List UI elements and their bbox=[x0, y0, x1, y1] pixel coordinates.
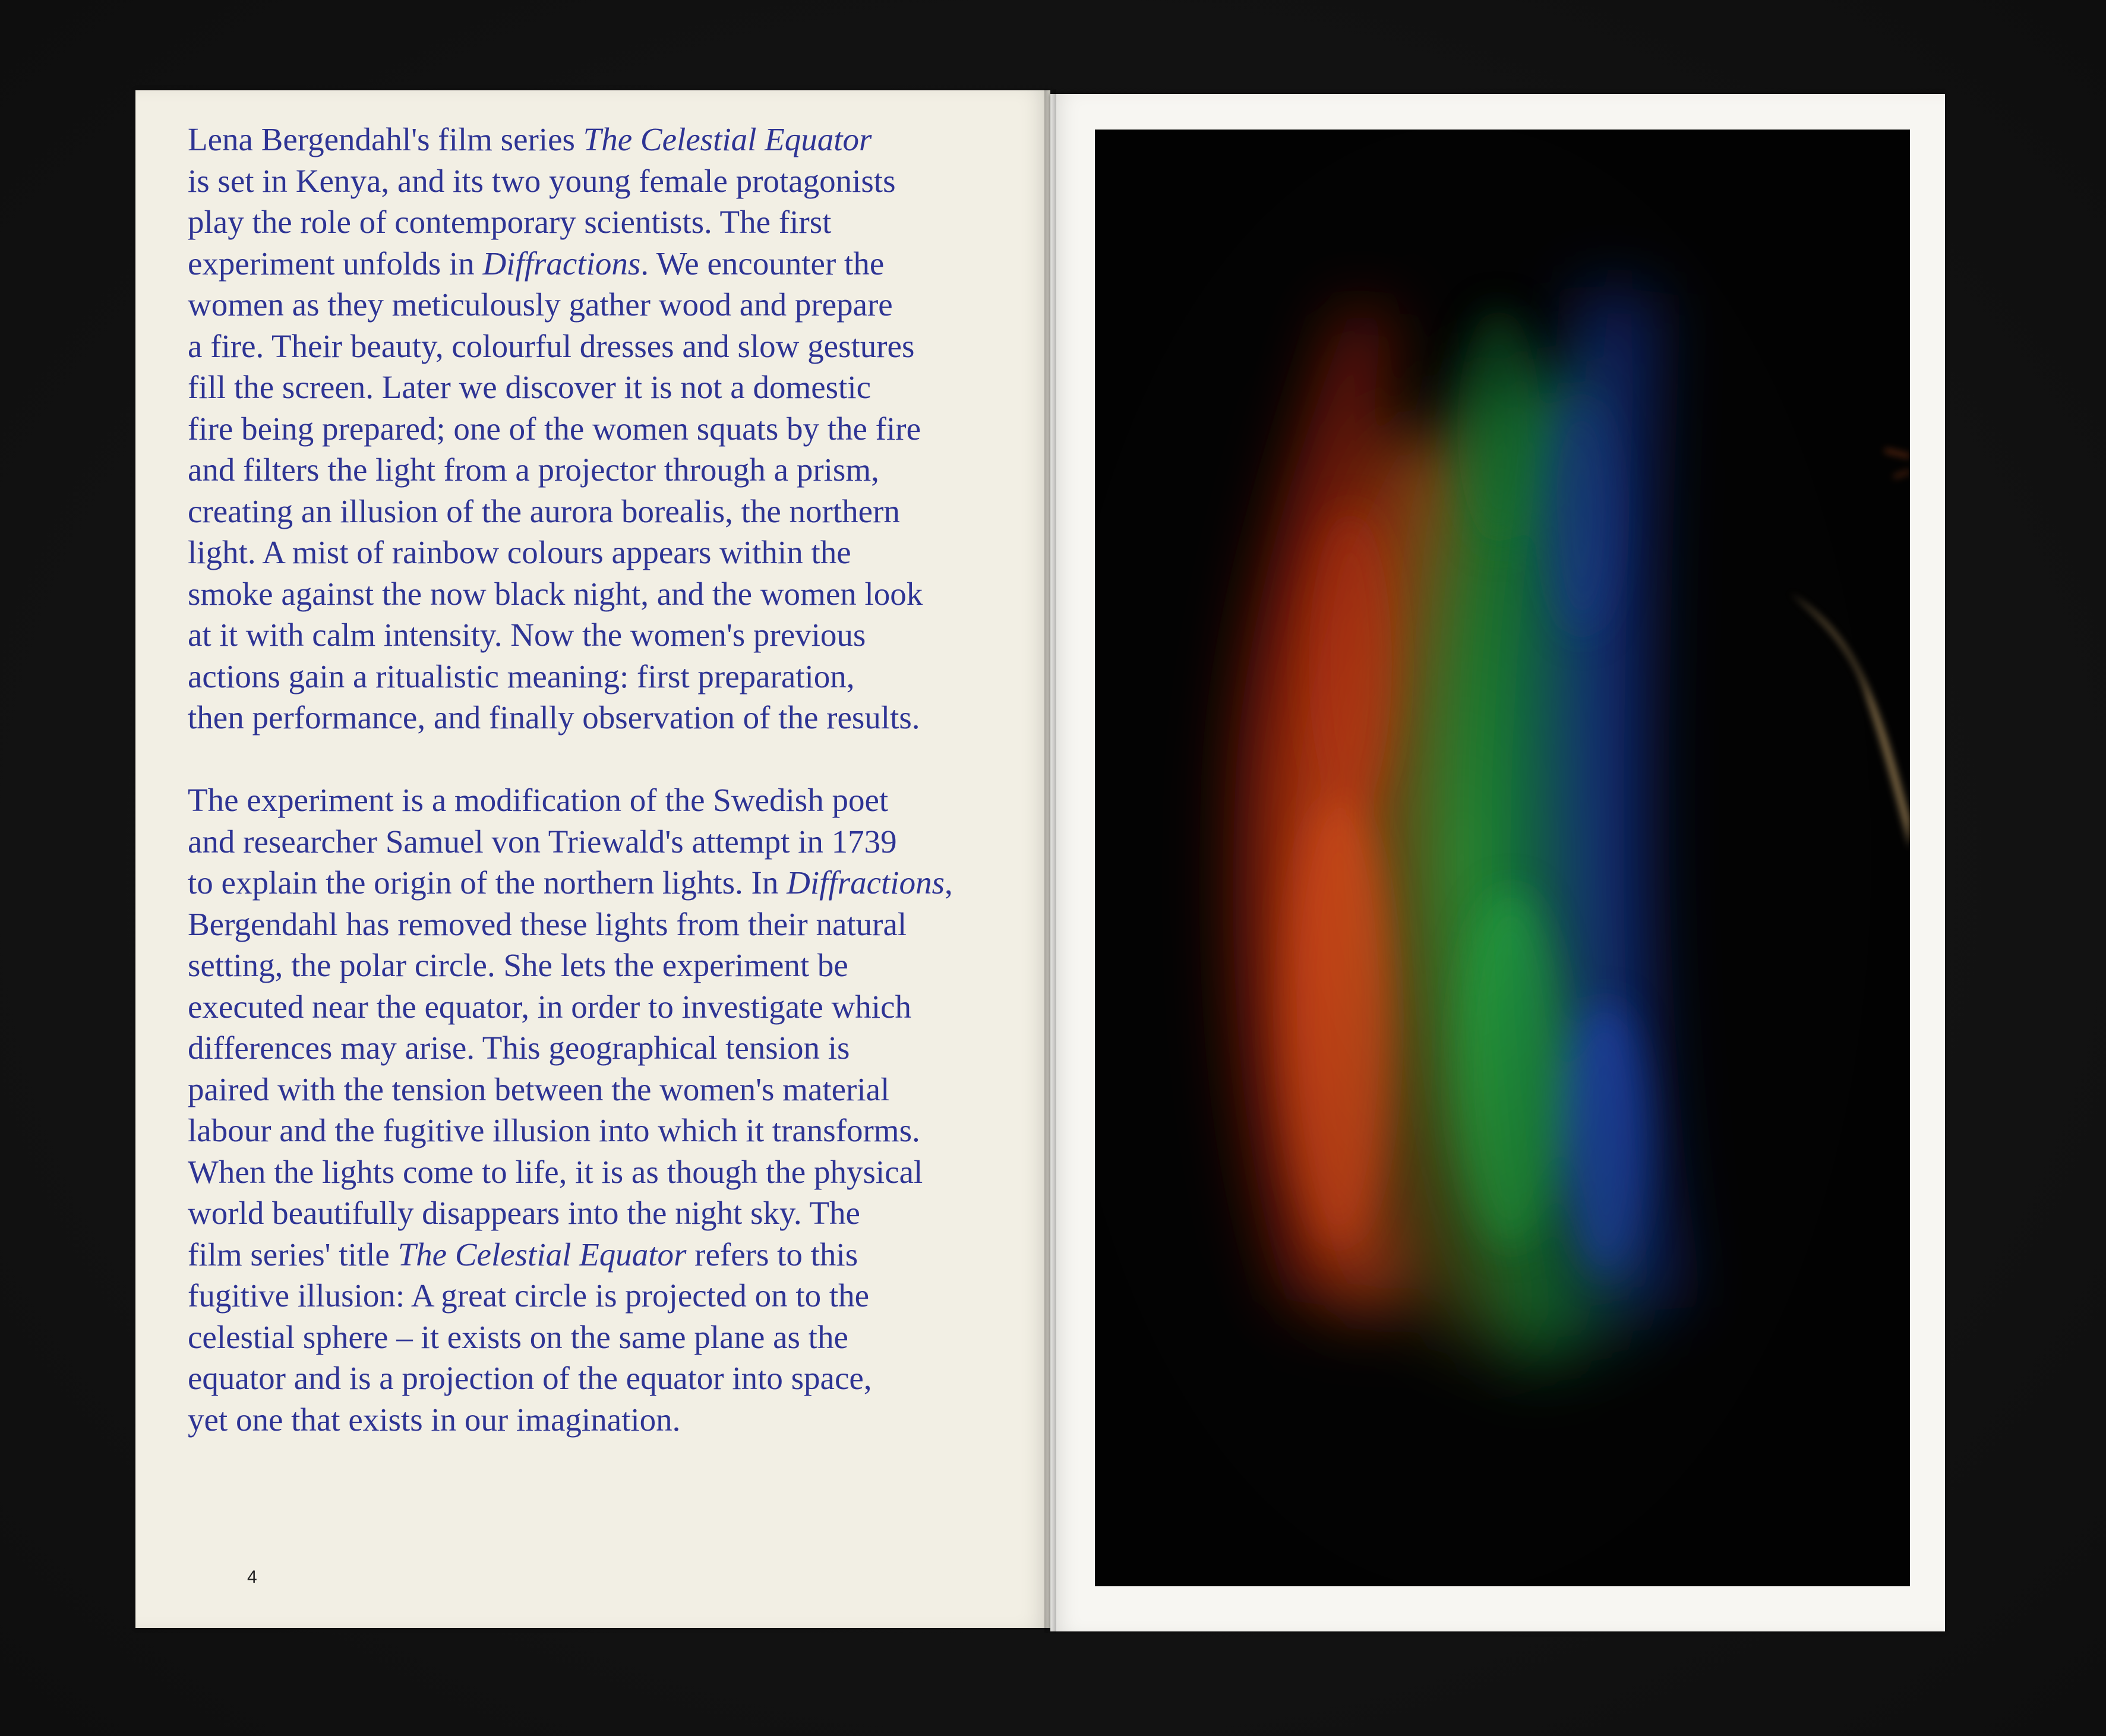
text-run: to explain the origin of the northern lights. In bbox=[188, 864, 787, 901]
text-run: Bergendahl has removed these lights from their natural bbox=[188, 905, 907, 942]
paragraph-1 bbox=[188, 119, 1031, 738]
book-gutter bbox=[1044, 89, 1056, 1633]
text-line bbox=[188, 1027, 1031, 1069]
text-line bbox=[188, 614, 1031, 656]
text-run: paired with the tension between the women's material bbox=[188, 1071, 890, 1107]
text-line bbox=[188, 491, 1031, 532]
text-run: play the role of contemporary scientists. The first bbox=[188, 204, 832, 240]
text-run: . We encounter the bbox=[640, 245, 885, 282]
text-line bbox=[188, 201, 1031, 243]
text-line bbox=[188, 1399, 1031, 1441]
article-text bbox=[188, 119, 1031, 1440]
text-line bbox=[188, 408, 1031, 450]
text-run: women as they meticulously gather wood and prepare bbox=[188, 286, 893, 323]
text-run: and filters the light from a projector through a prism, bbox=[188, 452, 879, 488]
text-run: experiment unfolds in bbox=[188, 245, 483, 282]
text-line bbox=[188, 573, 1031, 615]
text-line bbox=[188, 1317, 1031, 1358]
italic-title: The Celestial Equator bbox=[583, 121, 872, 157]
text-run: creating an illusion of the aurora borealis, the northern bbox=[188, 493, 900, 529]
text-line bbox=[188, 862, 1031, 904]
text-line bbox=[188, 697, 1031, 738]
text-run: The experiment is a modification of the Swedish poet bbox=[188, 782, 889, 818]
text-run: setting, the polar circle. She lets the experiment be bbox=[188, 947, 848, 983]
text-line bbox=[188, 656, 1031, 697]
text-run: fire being prepared; one of the women squats by the fire bbox=[188, 410, 921, 447]
text-run: refers to this bbox=[686, 1236, 858, 1273]
paragraph-2 bbox=[188, 779, 1031, 1440]
text-run: fill the screen. Later we discover it is not a domestic bbox=[188, 369, 872, 405]
text-line bbox=[188, 284, 1031, 326]
text-run: labour and the fugitive illusion into which it transforms. bbox=[188, 1112, 920, 1148]
text-line bbox=[188, 1110, 1031, 1151]
rainbow-photo-art bbox=[1095, 130, 1910, 1586]
text-run: actions gain a ritualistic meaning: first preparation, bbox=[188, 658, 855, 695]
text-run: fugitive illusion: A great circle is projected on to the bbox=[188, 1277, 870, 1314]
text-line bbox=[188, 779, 1031, 821]
text-run: yet one that exists in our imagination. bbox=[188, 1401, 681, 1438]
text-run: , bbox=[944, 864, 953, 901]
italic-title: The Celestial Equator bbox=[397, 1236, 687, 1273]
text-line bbox=[188, 1358, 1031, 1399]
text-run: then performance, and finally observation of the results. bbox=[188, 699, 920, 736]
text-line bbox=[188, 243, 1031, 285]
text-line bbox=[188, 821, 1031, 863]
text-run: executed near the equator, in order to investigate which bbox=[188, 988, 912, 1025]
photo-vignette bbox=[1095, 130, 1910, 1586]
text-run: world beautifully disappears into the night sky. The bbox=[188, 1195, 860, 1231]
text-line bbox=[188, 119, 1031, 160]
text-line bbox=[188, 1069, 1031, 1110]
text-run: equator and is a projection of the equator into space, bbox=[188, 1360, 872, 1396]
rainbow-photo bbox=[1095, 130, 1910, 1586]
text-line bbox=[188, 1192, 1031, 1234]
text-line bbox=[188, 1234, 1031, 1276]
text-run: smoke against the now black night, and the women look bbox=[188, 575, 923, 612]
text-line bbox=[188, 1151, 1031, 1193]
text-line bbox=[188, 904, 1031, 945]
text-run: and researcher Samuel von Triewald's attempt in 1739 bbox=[188, 823, 897, 860]
text-run: film series' title bbox=[188, 1236, 398, 1273]
text-run: a fire. Their beauty, colourful dresses and slow gestures bbox=[188, 327, 915, 364]
text-run: is set in Kenya, and its two young female protagonists bbox=[188, 162, 896, 199]
text-run: celestial sphere – it exists on the same plane as the bbox=[188, 1318, 848, 1355]
text-line bbox=[188, 945, 1031, 986]
text-line bbox=[188, 449, 1031, 491]
text-line bbox=[188, 532, 1031, 573]
page-number: 4 bbox=[247, 1567, 257, 1587]
text-run: at it with calm intensity. Now the women's previous bbox=[188, 617, 866, 653]
text-line bbox=[188, 367, 1031, 408]
italic-title: Diffractions bbox=[787, 864, 945, 901]
text-line bbox=[188, 326, 1031, 367]
italic-title: Diffractions bbox=[482, 245, 641, 282]
text-run: light. A mist of rainbow colours appears within the bbox=[188, 534, 851, 570]
text-line bbox=[188, 986, 1031, 1028]
text-line bbox=[188, 1275, 1031, 1317]
text-run: When the lights come to life, it is as though the physical bbox=[188, 1153, 923, 1190]
text-run: differences may arise. This geographical tension is bbox=[188, 1030, 850, 1066]
text-line bbox=[188, 160, 1031, 202]
text-run: Lena Bergendahl's film series bbox=[188, 121, 583, 157]
